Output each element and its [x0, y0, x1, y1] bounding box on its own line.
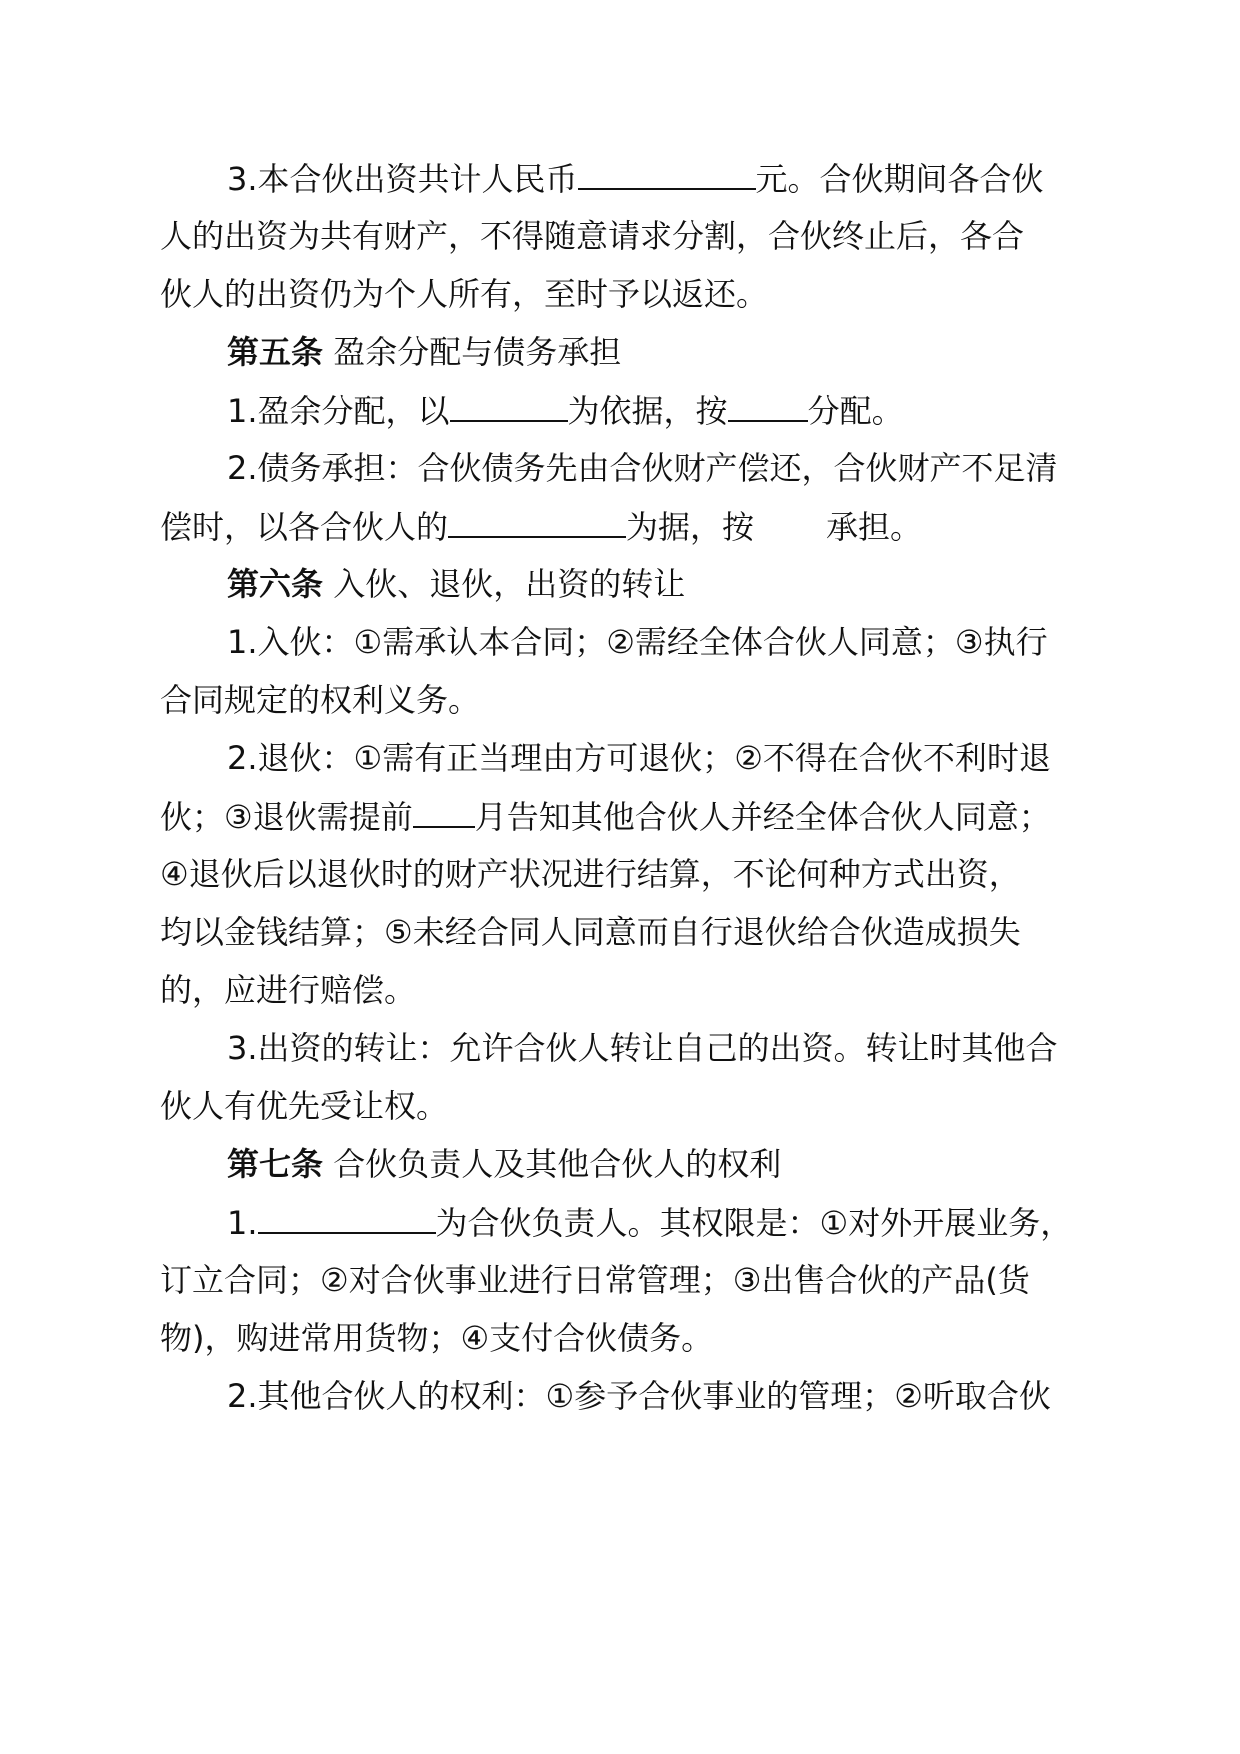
article-number: 第五条: [227, 333, 324, 371]
text-segment: 均以金钱结算；⑤未经合同人同意而自行退伙给合伙造成损失: [160, 913, 1021, 951]
text-segment: ④退伙后以退伙时的财产状况进行结算，不论何种方式出资，: [160, 855, 1021, 893]
paragraph-line: [160, 680, 480, 720]
paragraph-line: [227, 448, 1058, 488]
blank-amount-field[interactable]: [578, 158, 756, 190]
text-segment: 元。合伙期间各合伙: [755, 160, 1044, 198]
text-segment: 承担。: [826, 508, 923, 546]
text-segment: 订立合同；②对合伙事业进行日常管理；③出售合伙的产品(货: [160, 1261, 1030, 1299]
paragraph-line: [160, 274, 768, 314]
text-segment: 物)，购进常用货物；④支付合伙债务。: [160, 1319, 714, 1357]
blank-basis-field[interactable]: [450, 390, 568, 422]
text-segment: 合同规定的权利义务。: [160, 681, 481, 719]
text-segment: 人的出资为共有财产，不得随意请求分割，合伙终止后，各合: [160, 217, 1025, 255]
text-segment: 的，应进行赔偿。: [160, 971, 417, 1009]
blank-basis-field[interactable]: [448, 506, 626, 538]
article-number: 第七条: [227, 1145, 324, 1183]
text-segment: 为依据，按: [567, 392, 728, 430]
text-segment: 伙；③退伙需提前: [160, 798, 413, 836]
article-heading: [227, 564, 685, 604]
paragraph-line: [227, 1028, 1058, 1068]
blank-months-field[interactable]: [413, 796, 475, 828]
paragraph-line: [160, 1318, 713, 1358]
paragraph-line: [160, 796, 1051, 837]
text-segment: 偿时，以各合伙人的: [160, 508, 449, 546]
text-segment: 分配。: [807, 392, 904, 430]
text-segment: 3.本合伙出资共计人民币: [227, 160, 578, 198]
paragraph-line: [160, 1260, 1030, 1300]
paragraph-line: [227, 390, 904, 431]
paragraph-line: [160, 1086, 448, 1126]
text-segment: 1.: [227, 1204, 258, 1242]
text-segment: 伙人的出资仍为个人所有，至时予以返还。: [160, 275, 769, 313]
text-segment: 1.入伙：①需承认本合同；②需经全体合伙人同意；③执行: [227, 623, 1048, 661]
blank-manager-name-field[interactable]: [258, 1202, 436, 1234]
article-heading: [227, 1144, 781, 1184]
paragraph-line: [227, 1376, 1051, 1416]
paragraph-line: [227, 738, 1051, 778]
text-segment: 月告知其他合伙人并经全体合伙人同意；: [474, 798, 1051, 836]
blank-method-field[interactable]: [728, 390, 808, 422]
paragraph-line: [227, 1202, 1072, 1243]
text-segment: 2.债务承担：合伙债务先由合伙财产偿还，合伙财产不足清: [227, 449, 1058, 487]
text-segment: 伙人有优先受让权。: [160, 1087, 449, 1125]
paragraph-line: [227, 622, 1048, 662]
text-segment: 为据，按: [626, 508, 755, 546]
paragraph-line: [160, 506, 922, 547]
text-segment: 2.退伙：①需有正当理由方可退伙；②不得在合伙不利时退: [227, 739, 1051, 777]
text-segment: 3.出资的转让：允许合伙人转让自己的出资。转让时其他合: [227, 1029, 1058, 1067]
text-segment: 2.其他合伙人的权利：①参予合伙事业的管理；②听取合伙: [227, 1377, 1051, 1415]
paragraph-line: [160, 912, 1021, 952]
paragraph-line: [160, 970, 416, 1010]
article-title: 合伙负责人及其他合伙人的权利: [323, 1145, 782, 1183]
article-number: 第六条: [227, 565, 324, 603]
article-title: 入伙、退伙，出资的转让: [323, 565, 686, 603]
text-segment: 为合伙负责人。其权限是：①对外开展业务，: [435, 1204, 1073, 1242]
article-heading: [227, 332, 621, 372]
paragraph-line: [160, 854, 1021, 894]
paragraph-line: [227, 158, 1044, 199]
article-title: 盈余分配与债务承担: [323, 333, 622, 371]
text-segment: 1.盈余分配，以: [227, 392, 450, 430]
paragraph-line: [160, 216, 1024, 256]
